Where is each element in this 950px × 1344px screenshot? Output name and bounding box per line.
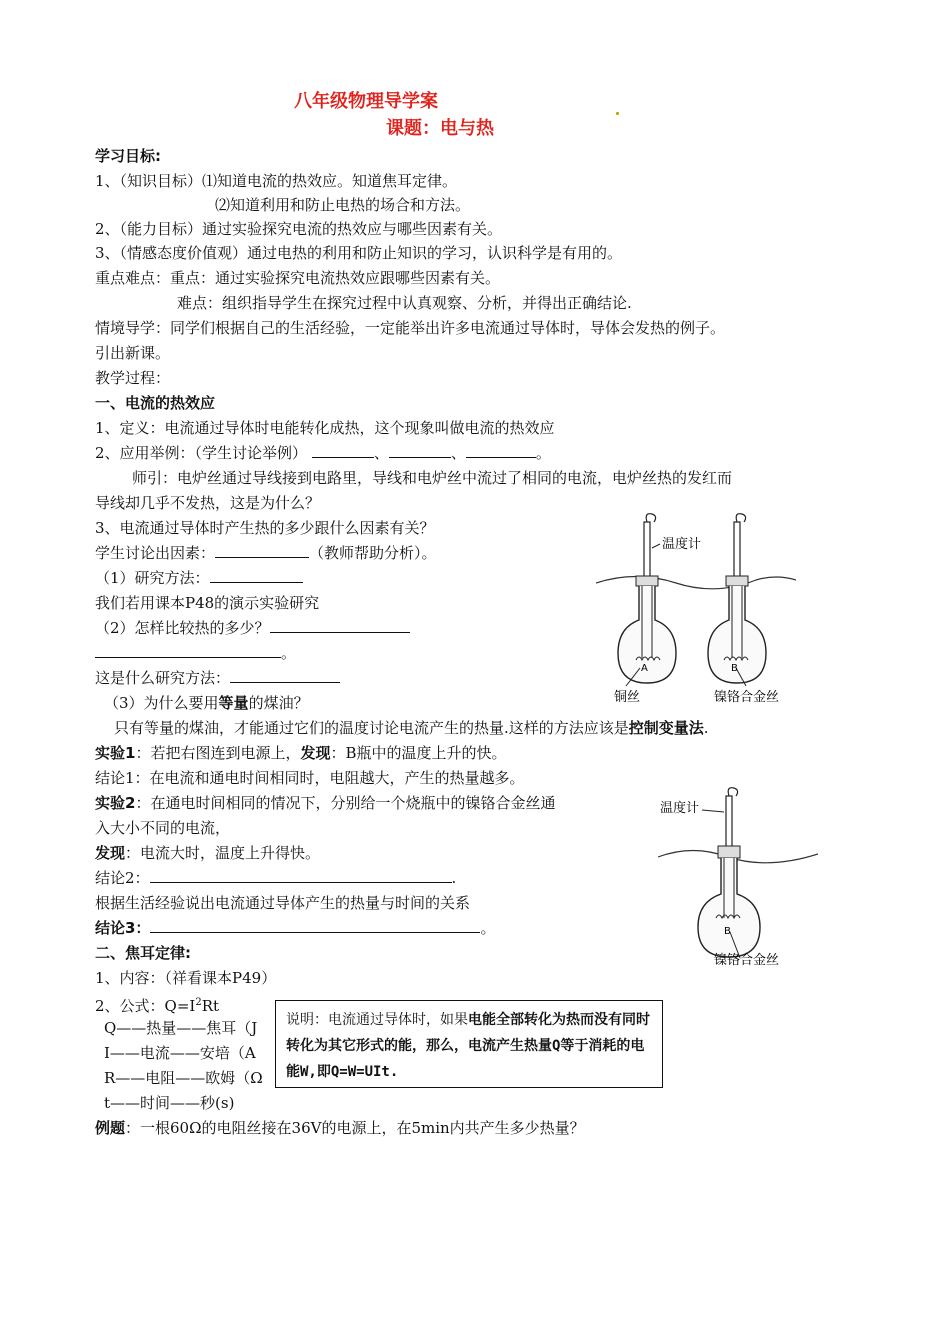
- con2-end: .: [451, 869, 457, 887]
- label-copper: 铜丝: [614, 690, 641, 705]
- kerosene-question: [104, 693, 309, 713]
- example: [95, 1118, 585, 1138]
- var-q: Q——热量——焦耳（J: [104, 1019, 258, 1037]
- found2-text: ：电流大时，温度上升得快。: [125, 844, 321, 862]
- joule-content: 1、内容：（祥看课本P49）: [95, 969, 277, 987]
- blank-compare-2[interactable]: [95, 643, 281, 658]
- end-2: 。: [281, 644, 297, 662]
- joule-formula: [95, 993, 219, 1016]
- experiment-2: [95, 793, 555, 813]
- found-2: [95, 843, 320, 863]
- kerosene-bold: 等量: [218, 694, 249, 712]
- note-pre: 说明：电流通过导体时，如果: [286, 1012, 468, 1028]
- explain-pre: 只有等量的煤油，才能通过它们的温度讨论电流产生的热量.这样的方法应该是: [114, 719, 629, 737]
- method-type-label: 这是什么研究方法：: [95, 669, 231, 687]
- blank-method-type[interactable]: [230, 668, 340, 683]
- blank-method[interactable]: [210, 568, 303, 583]
- label-a: A: [641, 663, 648, 674]
- goal-3: 3、（情感态度价值观）通过电热的利用和防止知识的学习，认识科学是有用的。: [95, 244, 623, 262]
- goals-heading: 学习目标:: [95, 147, 161, 165]
- application-label: 2、应用举例：（学生讨论举例）: [95, 444, 308, 462]
- conclusion-2: [95, 868, 456, 888]
- exp1-text: ：若把右图连到电源上，: [135, 744, 301, 762]
- factors-post: （教师帮助分析）。: [309, 544, 437, 562]
- label-nichrome-1: 镍铬合金丝: [714, 690, 780, 705]
- blank-con3[interactable]: [150, 918, 480, 933]
- exp1-tail: ：B瓶中的温度上升的快。: [330, 744, 507, 762]
- question-3: 3、电流通过导体时产生热的多少跟什么因素有关？: [95, 519, 435, 537]
- exp1-found: 发现: [300, 744, 331, 762]
- example-text: ：一根60Ω的电阻丝接在36V的电源上，在5min内共产生多少热量？: [125, 1119, 585, 1137]
- life-experience: 根据生活经验说出电流通过导体产生的热量与时间的关系: [95, 894, 471, 912]
- label-b: B: [731, 663, 738, 674]
- con2-label: 结论2：: [95, 869, 150, 887]
- intro-line-1: 情境导学：同学们根据自己的生活经验，一定能举出许多电流通过导体时，导体会发热的例子。: [95, 319, 726, 337]
- two-flask-figure: [596, 508, 796, 708]
- end-1: 。: [535, 444, 551, 462]
- blank-app-2[interactable]: [389, 443, 451, 458]
- exp1-label: 实验1: [95, 744, 136, 762]
- goal-1: 1、（知识目标）⑴知道电流的热效应。知道焦耳定律。: [95, 172, 458, 190]
- definition: 1、定义：电流通过导体时电能转化成热，这个现象叫做电流的热效应: [95, 419, 555, 437]
- var-i: I——电流——安培（A: [104, 1044, 256, 1062]
- difficult-points: 难点：组织指导学生在探究过程中认真观察、分析，并得出正确结论.: [177, 294, 632, 312]
- experiment-2-cont: 入大小不同的电流，: [95, 819, 231, 837]
- textbook-line: 我们若用课本P48的演示实验研究: [95, 594, 320, 612]
- experiment-1: [95, 743, 507, 763]
- intro-line-2: 引出新课。: [95, 344, 171, 362]
- kerosene-pre: （3）为什么要用: [104, 694, 219, 712]
- example-label: 例题: [95, 1119, 126, 1137]
- exp2-label: 实验2: [95, 794, 136, 812]
- blank-app-1[interactable]: [312, 443, 374, 458]
- explain-post: .: [703, 719, 709, 737]
- conclusion-1: 结论1：在电流和通电时间相同时，电阻越大，产生的热量越多。: [95, 769, 525, 787]
- conclusion-3: [95, 918, 495, 938]
- teacher-question-2: 导线却几乎不发热，这是为什么？: [95, 494, 321, 512]
- teacher-question-1: 师引：电炉丝通过导线接到电路里，导线和电炉丝中流过了相同的电流，电炉丝热的发红而: [132, 469, 733, 487]
- var-r: R——电阻——欧姆（Ω: [104, 1069, 263, 1087]
- section-2-heading: 二、焦耳定律:: [95, 944, 191, 962]
- formula-sup: 2: [195, 997, 202, 1008]
- stopper-a: [636, 576, 658, 586]
- goal-2: 2、（能力目标）通过实验探究电流的热效应与哪些因素有关。: [95, 220, 503, 238]
- factors-line: [95, 543, 437, 563]
- method-line: [95, 568, 303, 588]
- exp2-text: ：在通电时间相同的情况下，分别给一个烧瓶中的镍铬合金丝通: [135, 794, 556, 812]
- stray-mark: [616, 112, 619, 115]
- key-points: 重点难点：重点：通过实验探究电流热效应跟哪些因素有关。: [95, 269, 501, 287]
- liquid-line-1: [596, 577, 796, 589]
- note-bold: 电能全部转化为热而没有同时转化为其它形式的能，那么，电流产生热量Q等于消耗的电能W,即Q=W=UIt.: [286, 1012, 650, 1080]
- process-label: 教学过程：: [95, 369, 171, 387]
- factors-label: 学生讨论出因素：: [95, 544, 216, 562]
- compare-line: [95, 618, 410, 638]
- blank-compare-1[interactable]: [270, 618, 410, 633]
- stopper-b: [726, 576, 748, 586]
- flask-2: [698, 858, 760, 957]
- var-t: t——时间——秒(s): [104, 1094, 235, 1112]
- formula-pre: 2、公式：Q=I: [95, 997, 196, 1015]
- con3-label: 结论3：: [95, 919, 151, 937]
- doc-subtitle: 课题：电与热: [386, 118, 494, 139]
- application-line: [95, 443, 551, 463]
- label-thermometer-2: 温度计: [660, 801, 700, 816]
- label-b-2: B: [724, 926, 731, 937]
- stopper-2: [718, 846, 740, 858]
- section-1-heading: 一、电流的热效应: [95, 394, 216, 412]
- compare-line-2: [95, 643, 296, 663]
- label-thermometer-1: 温度计: [662, 537, 702, 552]
- note-box: [275, 1000, 663, 1088]
- doc-title: 八年级物理导学案: [294, 91, 438, 112]
- compare-label: （2）怎样比较热的多少？: [95, 619, 270, 637]
- method-label: （1）研究方法：: [95, 569, 210, 587]
- label-nichrome-2: 镍铬合金丝: [714, 953, 780, 968]
- kerosene-post: 的煤油？: [248, 694, 309, 712]
- formula-post: Rt: [201, 997, 220, 1015]
- sep-1: 、: [373, 444, 389, 462]
- kerosene-explain: [114, 718, 709, 738]
- con3-end: 。: [480, 919, 496, 937]
- blank-factors[interactable]: [215, 543, 309, 558]
- goal-1b: ⑵知道利用和防止电热的场合和方法。: [215, 196, 471, 214]
- found2-label: 发现: [95, 844, 126, 862]
- method-type-line: [95, 668, 340, 688]
- blank-app-3[interactable]: [466, 443, 536, 458]
- blank-con2[interactable]: [150, 868, 452, 883]
- single-flask-figure: [658, 782, 818, 976]
- explain-bold: 控制变量法: [628, 719, 704, 737]
- sep-2: 、: [450, 444, 466, 462]
